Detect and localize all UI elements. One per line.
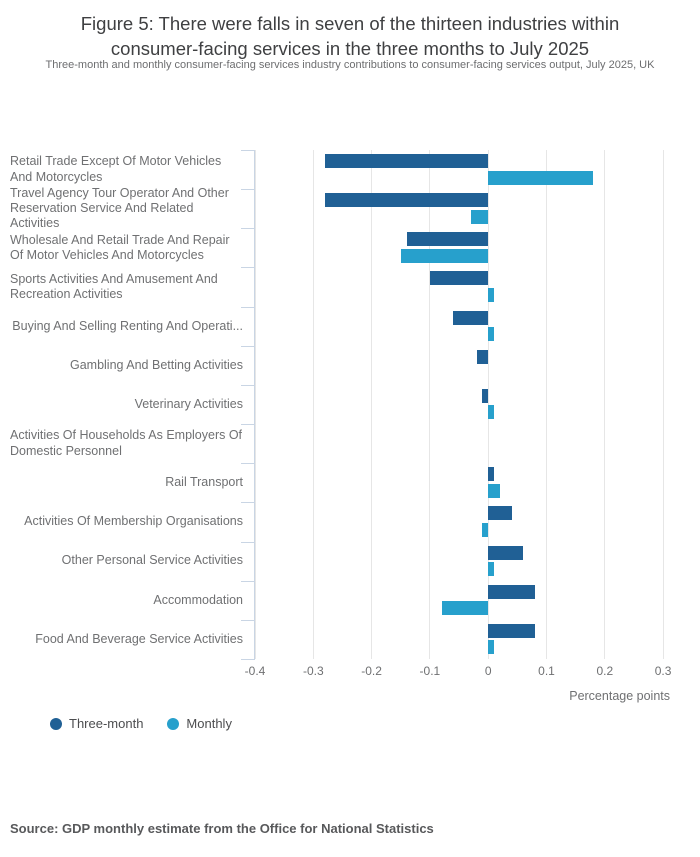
bar-three-month[interactable]: [488, 624, 535, 638]
bar-monthly[interactable]: [442, 601, 489, 615]
bar-three-month[interactable]: [488, 585, 535, 599]
category-label-text: Veterinary Activities: [134, 396, 243, 411]
category-label: [10, 424, 243, 463]
bar-three-month[interactable]: [488, 467, 494, 481]
category-label: [10, 346, 243, 385]
category-axis-tick: [241, 307, 255, 308]
category-label-text: Gambling And Betting Activities: [69, 357, 243, 372]
category-axis-tick: [241, 620, 255, 621]
category-axis-tick: [241, 463, 255, 464]
bar-three-month[interactable]: [488, 546, 523, 560]
category-axis-tick: [241, 424, 255, 425]
bar-three-month[interactable]: [325, 193, 488, 207]
x-axis-tick-label: -0.1: [419, 664, 441, 678]
category-axis-tick: [241, 346, 255, 347]
bar-monthly[interactable]: [488, 640, 494, 654]
bar-monthly[interactable]: [488, 327, 494, 341]
category-axis-tick: [241, 189, 255, 190]
bar-monthly[interactable]: [488, 484, 500, 498]
category-label: [10, 502, 243, 541]
category-label: [10, 307, 243, 346]
x-gridline: [313, 150, 314, 659]
bar-monthly[interactable]: [482, 523, 488, 537]
category-label-text: Wholesale And Retail Trade And Repair Of Motor Vehicles And Motorcycles: [10, 232, 230, 262]
x-gridline: [663, 150, 664, 659]
x-gridline: [546, 150, 547, 659]
bar-three-month[interactable]: [477, 350, 489, 364]
bar-monthly[interactable]: [471, 210, 488, 224]
category-label-text: Sports Activities And Amusement And Recreation Activities: [10, 271, 218, 301]
x-axis-title: Percentage points: [569, 689, 670, 703]
category-label-text: Food And Beverage Service Activities: [35, 631, 243, 646]
category-label-text: Travel Agency Tour Operator And Other Reservation Service And Related Activities: [10, 185, 229, 231]
category-axis-tick: [241, 228, 255, 229]
category-axis-tick: [241, 542, 255, 543]
x-axis-tick-label: -0.4: [244, 664, 266, 678]
legend-item-three-month[interactable]: [50, 716, 143, 731]
source-note: Source: GDP monthly estimate from the Office for National Statistics: [10, 821, 434, 836]
monthly-series-dot-icon: [167, 718, 179, 730]
bar-three-month[interactable]: [325, 154, 488, 168]
category-label: [10, 463, 243, 502]
bar-three-month[interactable]: [488, 506, 511, 520]
x-axis-tick-label: 0: [484, 664, 492, 678]
legend: [50, 716, 232, 731]
x-gridline: [429, 150, 430, 659]
category-axis-line: [254, 150, 255, 659]
bar-monthly[interactable]: [488, 288, 494, 302]
category-label: [10, 267, 243, 306]
three-month-series-dot-icon: [50, 718, 62, 730]
category-axis-tick: [241, 502, 255, 503]
category-label: [10, 228, 243, 267]
bar-three-month[interactable]: [407, 232, 489, 246]
bar-monthly[interactable]: [488, 405, 494, 419]
category-axis-tick: [241, 267, 255, 268]
category-label-text: Other Personal Service Activities: [61, 553, 243, 568]
x-axis-tick-label: 0.2: [596, 664, 614, 678]
legend-label: Monthly: [186, 716, 232, 731]
bar-monthly[interactable]: [488, 171, 593, 185]
legend-label: Three-month: [69, 716, 144, 731]
bar-three-month[interactable]: [430, 271, 488, 285]
bar-three-month[interactable]: [482, 389, 488, 403]
category-label-text: Rail Transport: [165, 475, 243, 490]
category-axis-tick: [241, 581, 255, 582]
category-label-text: Retail Trade Except Of Motor Vehicles And Motorcycles: [10, 154, 222, 184]
category-label: [10, 620, 243, 659]
x-axis-tick-label: 0.3: [654, 664, 672, 678]
category-label: [10, 385, 243, 424]
category-label-text: Activities Of Households As Employers Of Domestic Personnel: [10, 428, 243, 458]
category-label-text: Accommodation: [153, 592, 243, 607]
category-label-text: Buying And Selling Renting And Operati...: [12, 318, 243, 333]
category-axis-tick: [241, 150, 255, 151]
category-label: [10, 542, 243, 581]
category-label: [10, 185, 243, 231]
category-axis-tick: [241, 659, 255, 660]
chart-title: Figure 5: There were falls in seven of the thirteen industries within consumer-facing services in the three months to July 2025: [80, 13, 620, 59]
category-label: [10, 581, 243, 620]
bar-monthly[interactable]: [488, 562, 494, 576]
x-gridline: [604, 150, 605, 659]
category-label: [10, 150, 243, 189]
chart-subtitle: Three-month and monthly consumer-facing services industry contributions to consumer-facing services output, July 2025, UK: [45, 59, 655, 71]
legend-item-monthly[interactable]: [167, 716, 232, 731]
bar-monthly[interactable]: [401, 249, 488, 263]
x-axis-tick-label: -0.3: [302, 664, 324, 678]
category-axis-tick: [241, 385, 255, 386]
bar-three-month[interactable]: [453, 311, 488, 325]
x-axis-tick-label: 0.1: [538, 664, 555, 678]
x-gridline: [371, 150, 372, 659]
category-label-text: Activities Of Membership Organisations: [24, 514, 243, 529]
x-axis-tick-label: -0.2: [361, 664, 382, 678]
